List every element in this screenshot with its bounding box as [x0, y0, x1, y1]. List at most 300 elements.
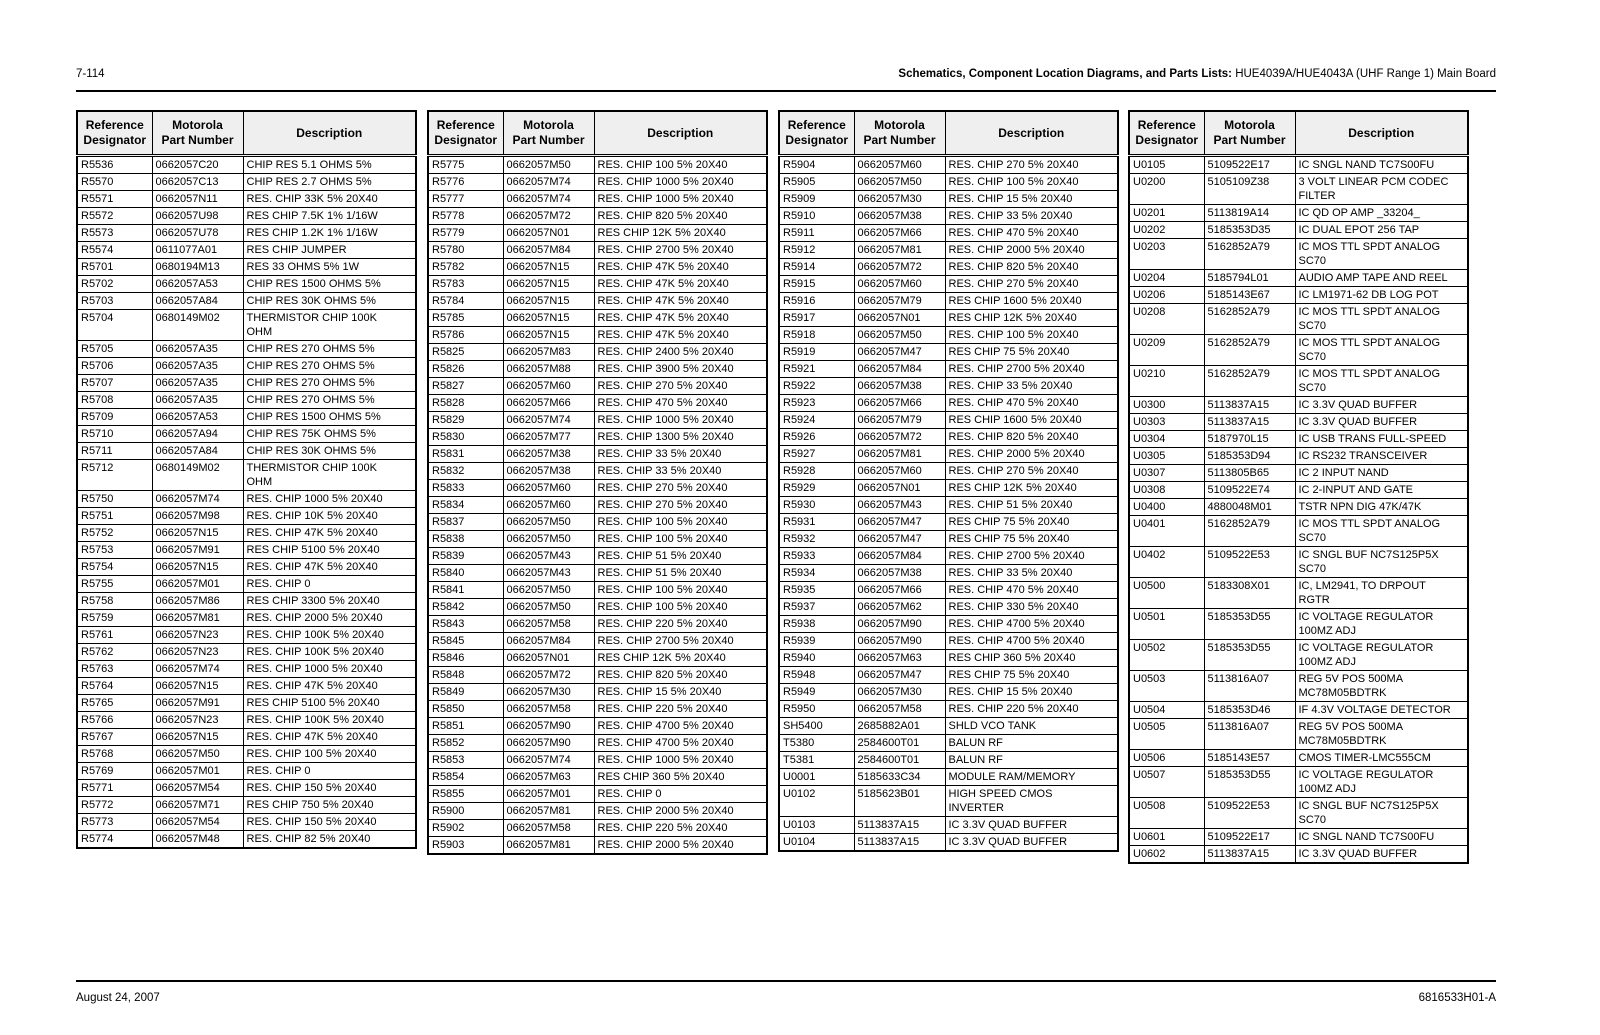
- part-number-cell: 0662057N23: [152, 712, 243, 729]
- description-cell: CHIP RES 270 OHMS 5%: [243, 375, 416, 392]
- reference-designator-cell: R5707: [77, 375, 152, 392]
- description-cell: RES. CHIP 220 5% 20X40: [594, 701, 767, 718]
- part-number-cell: 0662057M79: [854, 412, 945, 429]
- part-number-cell: 0662057M50: [152, 746, 243, 763]
- column-header-reference: Reference Designator: [77, 111, 152, 156]
- table-row: [779, 293, 1118, 310]
- description-cell: TSTR NPN DIG 47K/47K: [1295, 499, 1468, 516]
- table-row: [77, 341, 416, 358]
- parts-table-4: [1128, 110, 1469, 864]
- reference-designator-cell: R5768: [77, 746, 152, 763]
- part-number-cell: 5113837A15: [1204, 397, 1295, 414]
- reference-designator-cell: R5902: [428, 820, 503, 837]
- reference-designator-cell: R5834: [428, 497, 503, 514]
- reference-designator-cell: U0308: [1129, 482, 1204, 499]
- reference-designator-cell: R5711: [77, 443, 152, 460]
- part-number-cell: 0662057A53: [152, 276, 243, 293]
- column-header-part-number: Motorola Part Number: [503, 111, 594, 156]
- table-header-row: [428, 111, 767, 156]
- table-row: [428, 463, 767, 480]
- description-cell: RES. CHIP 3900 5% 20X40: [594, 361, 767, 378]
- reference-designator-cell: R5574: [77, 242, 152, 259]
- table-row: [779, 156, 1118, 174]
- part-number-cell: 0662057M60: [854, 463, 945, 480]
- table-row: [77, 542, 416, 559]
- part-number-cell: 5185623B01: [854, 786, 945, 817]
- reference-designator-cell: R5842: [428, 599, 503, 616]
- table-row: [77, 208, 416, 225]
- description-cell: IC SNGL BUF NC7S125P5X SC70: [1295, 798, 1468, 829]
- description-cell: RES CHIP 1.2K 1% 1/16W: [243, 225, 416, 242]
- reference-designator-cell: R5909: [779, 191, 854, 208]
- description-cell: RES. CHIP 330 5% 20X40: [945, 599, 1118, 616]
- table-row: [77, 712, 416, 729]
- part-number-cell: 0662057M81: [152, 610, 243, 627]
- part-number-cell: 0662057M30: [854, 684, 945, 701]
- reference-designator-cell: R5839: [428, 548, 503, 565]
- reference-designator-cell: U0500: [1129, 578, 1204, 609]
- part-number-cell: 0662057M79: [854, 293, 945, 310]
- reference-designator-cell: R5783: [428, 276, 503, 293]
- description-cell: RES. CHIP 820 5% 20X40: [594, 208, 767, 225]
- table-row: [428, 633, 767, 650]
- reference-designator-cell: R5782: [428, 259, 503, 276]
- reference-designator-cell: R5937: [779, 599, 854, 616]
- part-number-cell: 5183308X01: [1204, 578, 1295, 609]
- reference-designator-cell: R5761: [77, 627, 152, 644]
- column-header-reference: Reference Designator: [779, 111, 854, 156]
- description-cell: RES. CHIP 220 5% 20X40: [594, 616, 767, 633]
- part-number-cell: 2584600T01: [854, 735, 945, 752]
- part-number-cell: 0680149M02: [152, 460, 243, 491]
- reference-designator-cell: U0501: [1129, 609, 1204, 640]
- table-row: [428, 752, 767, 769]
- table-row: [1129, 239, 1468, 270]
- reference-designator-cell: R5785: [428, 310, 503, 327]
- part-number-cell: 0662057M81: [854, 242, 945, 259]
- footer-rule: [76, 980, 1496, 982]
- table-row: [428, 191, 767, 208]
- part-number-cell: 5113816A07: [1204, 719, 1295, 750]
- part-number-cell: 0611077A01: [152, 242, 243, 259]
- description-cell: IC SNGL NAND TC7S00FU: [1295, 829, 1468, 846]
- table-row: [428, 446, 767, 463]
- table-row: [428, 650, 767, 667]
- reference-designator-cell: R5750: [77, 491, 152, 508]
- column-header-reference: Reference Designator: [428, 111, 503, 156]
- page-number: 7-114: [76, 68, 105, 80]
- description-cell: RES CHIP 12K 5% 20X40: [945, 480, 1118, 497]
- part-number-cell: 0662057N15: [503, 293, 594, 310]
- table-row: [428, 395, 767, 412]
- reference-designator-cell: R5536: [77, 156, 152, 174]
- part-number-cell: 0662057M58: [503, 616, 594, 633]
- description-cell: IC SNGL NAND TC7S00FU: [1295, 156, 1468, 174]
- reference-designator-cell: R5923: [779, 395, 854, 412]
- part-number-cell: 0662057M50: [503, 582, 594, 599]
- part-number-cell: 0662057N01: [503, 225, 594, 242]
- description-cell: RES. CHIP 470 5% 20X40: [594, 395, 767, 412]
- table-row: [428, 361, 767, 378]
- part-number-cell: 0662057M90: [854, 633, 945, 650]
- part-number-cell: 5105109Z38: [1204, 174, 1295, 205]
- description-cell: RES CHIP 75 5% 20X40: [945, 531, 1118, 548]
- reference-designator-cell: R5934: [779, 565, 854, 582]
- part-number-cell: 0662057M74: [503, 412, 594, 429]
- column-header-description: Description: [1295, 111, 1468, 156]
- reference-designator-cell: R5831: [428, 446, 503, 463]
- description-cell: RES. CHIP 100 5% 20X40: [594, 599, 767, 616]
- part-number-cell: 0662057M43: [854, 497, 945, 514]
- table-row: [77, 814, 416, 831]
- part-number-cell: 5185353D46: [1204, 702, 1295, 719]
- part-number-cell: 0662057N01: [854, 480, 945, 497]
- table-row: [1129, 750, 1468, 767]
- reference-designator-cell: R5919: [779, 344, 854, 361]
- description-cell: RES. CHIP 4700 5% 20X40: [945, 633, 1118, 650]
- table-row: [77, 310, 416, 341]
- reference-designator-cell: R5938: [779, 616, 854, 633]
- part-number-cell: 0662057A35: [152, 358, 243, 375]
- reference-designator-cell: R5905: [779, 174, 854, 191]
- description-cell: IC VOLTAGE REGULATOR 100MZ ADJ: [1295, 767, 1468, 798]
- column-header-description: Description: [243, 111, 416, 156]
- table-row: [779, 463, 1118, 480]
- description-cell: RES. CHIP 1000 5% 20X40: [243, 491, 416, 508]
- column-header-reference: Reference Designator: [1129, 111, 1204, 156]
- reference-designator-cell: R5828: [428, 395, 503, 412]
- reference-designator-cell: R5903: [428, 837, 503, 855]
- description-cell: RES. CHIP 2400 5% 20X40: [594, 344, 767, 361]
- description-cell: RES. CHIP 270 5% 20X40: [594, 480, 767, 497]
- reference-designator-cell: R5784: [428, 293, 503, 310]
- description-cell: RES. CHIP 1000 5% 20X40: [243, 661, 416, 678]
- table-row: [77, 293, 416, 310]
- part-number-cell: 0662057M72: [854, 429, 945, 446]
- reference-designator-cell: R5850: [428, 701, 503, 718]
- table-row: [428, 667, 767, 684]
- part-number-cell: 0662057M48: [152, 831, 243, 849]
- part-number-cell: 0662057M60: [503, 480, 594, 497]
- part-number-cell: 0662057M66: [503, 395, 594, 412]
- reference-designator-cell: R5758: [77, 593, 152, 610]
- description-cell: RES. CHIP 100K 5% 20X40: [243, 627, 416, 644]
- part-number-cell: 0662057N15: [152, 525, 243, 542]
- description-cell: RES. CHIP 100 5% 20X40: [594, 514, 767, 531]
- table-row: [428, 599, 767, 616]
- reference-designator-cell: R5837: [428, 514, 503, 531]
- table-row: [428, 480, 767, 497]
- reference-designator-cell: U0307: [1129, 465, 1204, 482]
- part-number-cell: 0662057M66: [854, 225, 945, 242]
- part-number-cell: 0662057N15: [503, 276, 594, 293]
- reference-designator-cell: U0401: [1129, 516, 1204, 547]
- part-number-cell: 0662057A84: [152, 443, 243, 460]
- table-row: [77, 508, 416, 525]
- table-row: [77, 797, 416, 814]
- table-row: [428, 497, 767, 514]
- description-cell: IC MOS TTL SPDT ANALOG SC70: [1295, 335, 1468, 366]
- table-row: [428, 565, 767, 582]
- part-number-cell: 0662057M60: [854, 156, 945, 174]
- description-cell: RES. CHIP 47K 5% 20X40: [594, 327, 767, 344]
- reference-designator-cell: SH5400: [779, 718, 854, 735]
- table-row: [779, 327, 1118, 344]
- description-cell: IC VOLTAGE REGULATOR 100MZ ADJ: [1295, 640, 1468, 671]
- reference-designator-cell: R5570: [77, 174, 152, 191]
- table-row: [1129, 702, 1468, 719]
- table-row: [1129, 640, 1468, 671]
- table-row: [779, 310, 1118, 327]
- reference-designator-cell: R5708: [77, 392, 152, 409]
- reference-designator-cell: U0206: [1129, 287, 1204, 304]
- description-cell: RES. CHIP 1300 5% 20X40: [594, 429, 767, 446]
- reference-designator-cell: R5830: [428, 429, 503, 446]
- description-cell: RES. CHIP 82 5% 20X40: [243, 831, 416, 849]
- reference-designator-cell: U0503: [1129, 671, 1204, 702]
- reference-designator-cell: R5840: [428, 565, 503, 582]
- description-cell: RES. CHIP 820 5% 20X40: [945, 429, 1118, 446]
- reference-designator-cell: U0210: [1129, 366, 1204, 397]
- part-number-cell: 0662057M84: [854, 361, 945, 378]
- description-cell: SHLD VCO TANK: [945, 718, 1118, 735]
- reference-designator-cell: R5848: [428, 667, 503, 684]
- part-number-cell: 0662057M43: [503, 565, 594, 582]
- description-cell: RES. CHIP 150 5% 20X40: [243, 814, 416, 831]
- part-number-cell: 0662057M38: [854, 208, 945, 225]
- part-number-cell: 5113816A07: [1204, 671, 1295, 702]
- part-number-cell: 5185353D35: [1204, 222, 1295, 239]
- part-number-cell: 0662057U78: [152, 225, 243, 242]
- reference-designator-cell: R5922: [779, 378, 854, 395]
- part-number-cell: 5185633C34: [854, 769, 945, 786]
- reference-designator-cell: U0304: [1129, 431, 1204, 448]
- table-row: [428, 259, 767, 276]
- reference-designator-cell: R5833: [428, 480, 503, 497]
- description-cell: RES. CHIP 100 5% 20X40: [594, 531, 767, 548]
- description-cell: RES. CHIP 33 5% 20X40: [594, 463, 767, 480]
- description-cell: RES. CHIP 2700 5% 20X40: [594, 242, 767, 259]
- table-row: [779, 191, 1118, 208]
- description-cell: IC 3.3V QUAD BUFFER: [1295, 846, 1468, 864]
- reference-designator-cell: R5931: [779, 514, 854, 531]
- running-title: [898, 66, 1496, 82]
- description-cell: CHIP RES 75K OHMS 5%: [243, 426, 416, 443]
- description-cell: IC MOS TTL SPDT ANALOG SC70: [1295, 304, 1468, 335]
- reference-designator-cell: R5702: [77, 276, 152, 293]
- table-row: [77, 276, 416, 293]
- column-header-part-number: Motorola Part Number: [152, 111, 243, 156]
- part-number-cell: 5109522E17: [1204, 156, 1295, 174]
- description-cell: RES. CHIP 1000 5% 20X40: [594, 191, 767, 208]
- description-cell: RES. CHIP 51 5% 20X40: [594, 565, 767, 582]
- table-row: [428, 378, 767, 395]
- description-cell: RES. CHIP 100 5% 20X40: [945, 174, 1118, 191]
- description-cell: CHIP RES 30K OHMS 5%: [243, 443, 416, 460]
- table-row: [77, 525, 416, 542]
- part-number-cell: 5113837A15: [854, 817, 945, 834]
- part-number-cell: 0662057M01: [152, 576, 243, 593]
- table-row: [779, 786, 1118, 817]
- part-number-cell: 0680194M13: [152, 259, 243, 276]
- reference-designator-cell: U0300: [1129, 397, 1204, 414]
- reference-designator-cell: R5853: [428, 752, 503, 769]
- page-footer: [76, 990, 1496, 1006]
- reference-designator-cell: R5832: [428, 463, 503, 480]
- table-row: [779, 752, 1118, 769]
- running-title-rest: HUE4039A/HUE4043A (UHF Range 1) Main Board: [1232, 68, 1496, 80]
- description-cell: RES CHIP 3300 5% 20X40: [243, 593, 416, 610]
- description-cell: CHIP RES 5.1 OHMS 5%: [243, 156, 416, 174]
- reference-designator-cell: U0105: [1129, 156, 1204, 174]
- part-number-cell: 0662057M90: [503, 718, 594, 735]
- reference-designator-cell: R5753: [77, 542, 152, 559]
- description-cell: RES. CHIP 820 5% 20X40: [594, 667, 767, 684]
- description-cell: IC DUAL EPOT 256 TAP: [1295, 222, 1468, 239]
- table-row: [77, 392, 416, 409]
- part-number-cell: 0662057M38: [503, 463, 594, 480]
- part-number-cell: 0662057N01: [854, 310, 945, 327]
- description-cell: RES. CHIP 33 5% 20X40: [945, 378, 1118, 395]
- reference-designator-cell: R5759: [77, 610, 152, 627]
- table-row: [77, 746, 416, 763]
- table-row: [1129, 174, 1468, 205]
- reference-designator-cell: R5780: [428, 242, 503, 259]
- table-row: [428, 276, 767, 293]
- reference-designator-cell: R5932: [779, 531, 854, 548]
- description-cell: IC RS232 TRANSCEIVER: [1295, 448, 1468, 465]
- table-row: [1129, 270, 1468, 287]
- part-number-cell: 5185353D55: [1204, 640, 1295, 671]
- table-row: [779, 225, 1118, 242]
- reference-designator-cell: R5852: [428, 735, 503, 752]
- reference-designator-cell: R5762: [77, 644, 152, 661]
- table-row: [428, 412, 767, 429]
- part-number-cell: 0662057M86: [152, 593, 243, 610]
- description-cell: RES. CHIP 47K 5% 20X40: [243, 559, 416, 576]
- description-cell: RES. CHIP 270 5% 20X40: [945, 463, 1118, 480]
- table-row: [779, 817, 1118, 834]
- footer-date: August 24, 2007: [76, 992, 160, 1004]
- reference-designator-cell: R5773: [77, 814, 152, 831]
- part-number-cell: 0662057M90: [854, 616, 945, 633]
- table-row: [77, 443, 416, 460]
- reference-designator-cell: R5705: [77, 341, 152, 358]
- table-row: [77, 780, 416, 797]
- reference-designator-cell: R5916: [779, 293, 854, 310]
- part-number-cell: 2685882A01: [854, 718, 945, 735]
- table-row: [1129, 431, 1468, 448]
- table-row: [77, 460, 416, 491]
- reference-designator-cell: R5915: [779, 276, 854, 293]
- part-number-cell: 0662057C13: [152, 174, 243, 191]
- part-number-cell: 0662057M30: [503, 684, 594, 701]
- description-cell: RES. CHIP 4700 5% 20X40: [594, 718, 767, 735]
- part-number-cell: 0662057M90: [503, 735, 594, 752]
- reference-designator-cell: R5926: [779, 429, 854, 446]
- table-row: [1129, 798, 1468, 829]
- part-number-cell: 5109522E53: [1204, 798, 1295, 829]
- table-row: [428, 701, 767, 718]
- reference-designator-cell: R5829: [428, 412, 503, 429]
- part-number-cell: 5162852A79: [1204, 366, 1295, 397]
- reference-designator-cell: R5827: [428, 378, 503, 395]
- description-cell: CHIP RES 1500 OHMS 5%: [243, 276, 416, 293]
- table-row: [1129, 499, 1468, 516]
- reference-designator-cell: R5918: [779, 327, 854, 344]
- reference-designator-cell: R5825: [428, 344, 503, 361]
- table-row: [779, 361, 1118, 378]
- description-cell: IC SNGL BUF NC7S125P5X SC70: [1295, 547, 1468, 578]
- description-cell: IC 3.3V QUAD BUFFER: [1295, 414, 1468, 431]
- part-number-cell: 5162852A79: [1204, 304, 1295, 335]
- part-number-cell: 0662057N15: [503, 327, 594, 344]
- description-cell: RES. CHIP 15 5% 20X40: [945, 684, 1118, 701]
- reference-designator-cell: U0103: [779, 817, 854, 834]
- table-header-row: [779, 111, 1118, 156]
- table-row: [428, 310, 767, 327]
- table-row: [779, 480, 1118, 497]
- reference-designator-cell: R5573: [77, 225, 152, 242]
- description-cell: RES. CHIP 10K 5% 20X40: [243, 508, 416, 525]
- part-number-cell: 0662057M81: [503, 803, 594, 820]
- part-number-cell: 0662057M66: [854, 582, 945, 599]
- reference-designator-cell: U0204: [1129, 270, 1204, 287]
- part-number-cell: 0662057M50: [503, 531, 594, 548]
- table-row: [779, 701, 1118, 718]
- part-number-cell: 5185143E57: [1204, 750, 1295, 767]
- reference-designator-cell: R5774: [77, 831, 152, 849]
- table-header-row: [77, 111, 416, 156]
- reference-designator-cell: R5776: [428, 174, 503, 191]
- reference-designator-cell: R5754: [77, 559, 152, 576]
- description-cell: RES CHIP 7.5K 1% 1/16W: [243, 208, 416, 225]
- reference-designator-cell: R5571: [77, 191, 152, 208]
- table-row: [1129, 671, 1468, 702]
- reference-designator-cell: U0601: [1129, 829, 1204, 846]
- part-number-cell: 0662057M81: [503, 837, 594, 855]
- table-row: [77, 831, 416, 849]
- table-row: [779, 769, 1118, 786]
- reference-designator-cell: R5910: [779, 208, 854, 225]
- description-cell: RES. CHIP 270 5% 20X40: [594, 378, 767, 395]
- reference-designator-cell: R5572: [77, 208, 152, 225]
- description-cell: RES CHIP 360 5% 20X40: [945, 650, 1118, 667]
- table-row: [1129, 516, 1468, 547]
- part-number-cell: 0662057M01: [152, 763, 243, 780]
- description-cell: IC 3.3V QUAD BUFFER: [945, 834, 1118, 852]
- reference-designator-cell: U0104: [779, 834, 854, 852]
- description-cell: RES. CHIP 47K 5% 20X40: [243, 678, 416, 695]
- description-cell: RES. CHIP 100K 5% 20X40: [243, 712, 416, 729]
- table-row: [428, 769, 767, 786]
- part-number-cell: 0662057A35: [152, 341, 243, 358]
- parts-table-1: [76, 110, 417, 849]
- description-cell: THERMISTOR CHIP 100K OHM: [243, 310, 416, 341]
- table-row: [77, 409, 416, 426]
- part-number-cell: 2584600T01: [854, 752, 945, 769]
- part-number-cell: 0662057N15: [152, 559, 243, 576]
- parts-table-3: [778, 110, 1119, 852]
- table-row: [428, 684, 767, 701]
- part-number-cell: 0662057M47: [854, 531, 945, 548]
- part-number-cell: 0662057M30: [854, 191, 945, 208]
- reference-designator-cell: T5381: [779, 752, 854, 769]
- reference-designator-cell: R5703: [77, 293, 152, 310]
- table-row: [428, 429, 767, 446]
- reference-designator-cell: R5933: [779, 548, 854, 565]
- table-row: [779, 514, 1118, 531]
